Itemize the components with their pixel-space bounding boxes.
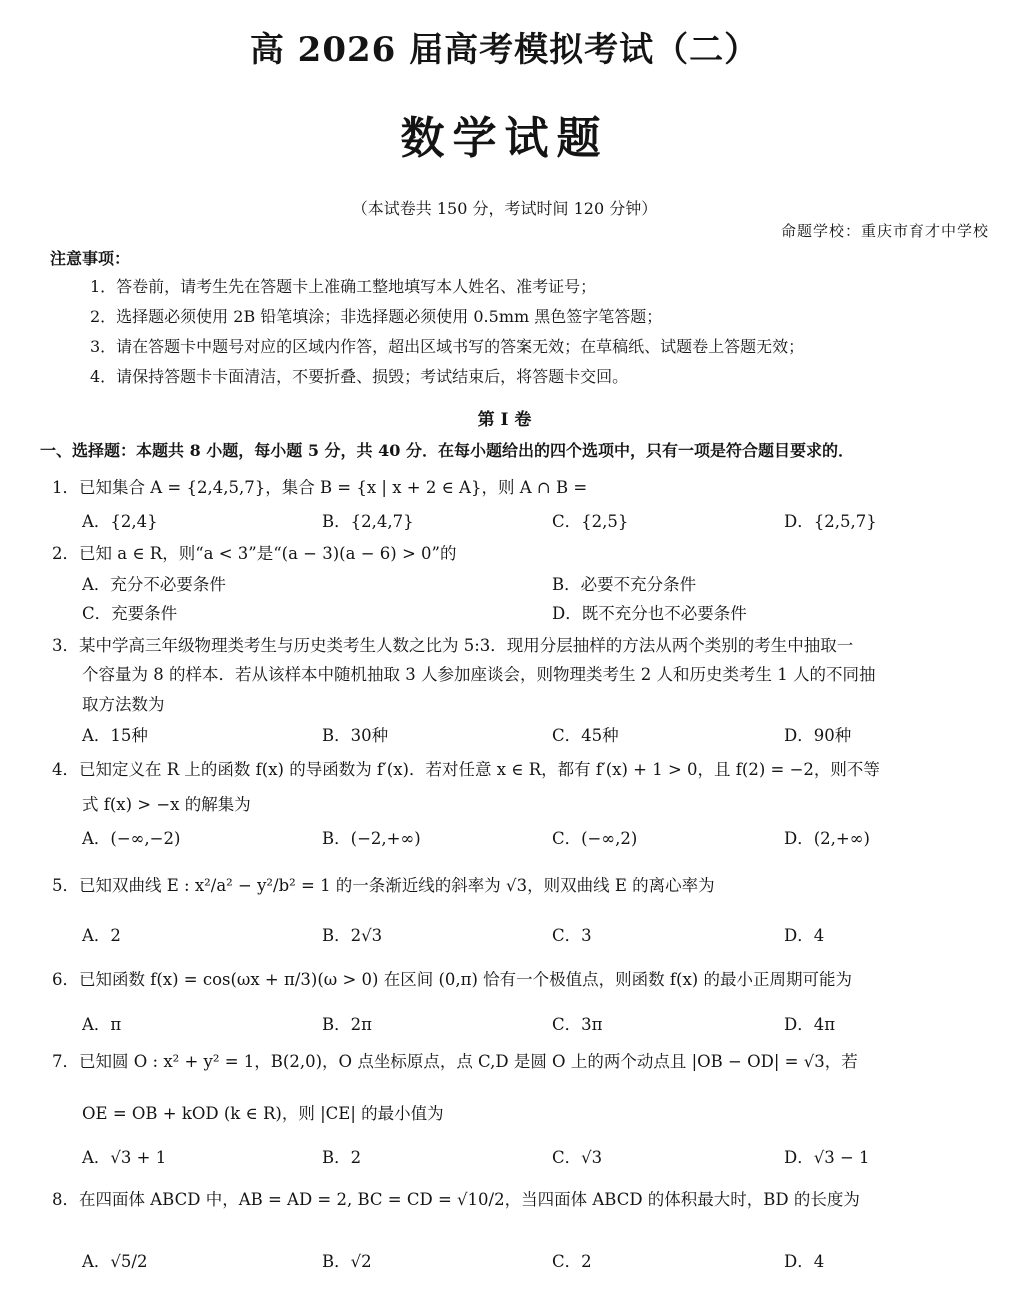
option-c: C．45种 <box>552 726 619 745</box>
option-c: C．充要条件 <box>82 604 178 623</box>
school-name: 命题学校：重庆市育才中学校 <box>780 222 989 240</box>
option-b: B．2π <box>322 1015 372 1034</box>
question-4-line-2: 式 f(x) > −x 的解集为 <box>82 795 251 814</box>
subject-title: 数学试题 <box>400 113 609 164</box>
option-d: D．√3 − 1 <box>784 1148 870 1167</box>
notice-item: 1．答卷前，请考生先在答题卡上准确工整地填写本人姓名、准考证号； <box>90 277 597 296</box>
question-7-line-1: 7．已知圆 O : x² + y² = 1，B(2,0)，O 点坐标原点，点 C,D 是圆 O 上的两个动点且 |OB − OD| = √3，若 <box>52 1052 858 1071</box>
option-b: B．{2,4,7} <box>322 512 414 531</box>
notice-item: 4．请保持答题卡卡面清洁，不要折叠、损毁；考试结束后，将答题卡交回。 <box>90 367 629 386</box>
question-8: 8．在四面体 ABCD 中，AB = AD = 2, BC = CD = √10/2，当四面体 ABCD 的体积最大时，BD 的长度为 <box>52 1190 860 1209</box>
question-2: 2．已知 a ∈ R，则“a < 3”是“(a − 3)(a − 6) > 0”的 <box>52 544 457 563</box>
option-c: C．{2,5} <box>552 512 629 531</box>
question-3-line-1: 3．某中学高三年级物理类考生与历史类考生人数之比为 5:3．现用分层抽样的方法从两个类别的考生中抽取一 <box>52 636 854 655</box>
exam-title: 高 2026 届高考模拟考试（二） <box>249 30 760 70</box>
option-a: A．15种 <box>82 726 148 745</box>
option-a: A．π <box>82 1015 122 1034</box>
option-d: D．4 <box>784 926 825 945</box>
option-d: D．4 <box>784 1252 825 1271</box>
volume-heading: 第 I 卷 <box>477 410 532 430</box>
option-c: C．2 <box>552 1252 592 1271</box>
question-6: 6．已知函数 f(x) = cos(ωx + π/3)(ω > 0) 在区间 (0,π) 恰有一个极值点，则函数 f(x) 的最小正周期可能为 <box>52 970 852 989</box>
question-5: 5．已知双曲线 E : x²/a² − y²/b² = 1 的一条渐近线的斜率为 √3，则双曲线 E 的离心率为 <box>52 876 715 895</box>
option-d: D．既不充分也不必要条件 <box>552 604 747 623</box>
question-4-line-1: 4．已知定义在 R 上的函数 f(x) 的导函数为 f′(x)．若对任意 x ∈ R，都有 f′(x) + 1 > 0，且 f(2) = −2，则不等 <box>52 760 880 779</box>
option-b: B．2 <box>322 1148 362 1167</box>
option-d: D．90种 <box>784 726 852 745</box>
notice-heading: 注意事项： <box>50 249 131 268</box>
option-b: B．(−2,+∞) <box>322 829 421 848</box>
option-a: A．2 <box>82 926 121 945</box>
option-c: C．3 <box>552 926 592 945</box>
option-c: C．√3 <box>552 1148 603 1167</box>
question-3-line-2: 个容量为 8 的样本．若从该样本中随机抽取 3 人参加座谈会，则物理类考生 2 人和历史类考生 1 人的不同抽 <box>82 665 876 684</box>
option-a: A．√3 + 1 <box>82 1148 167 1167</box>
option-c: C．3π <box>552 1015 603 1034</box>
question-7-line-2: OE = OB + kOD (k ∈ R)，则 |CE| 的最小值为 <box>82 1104 444 1123</box>
option-c: C．(−∞,2) <box>552 829 638 848</box>
option-d: D．4π <box>784 1015 836 1034</box>
option-a: A．(−∞,−2) <box>82 829 181 848</box>
option-b: B．必要不充分条件 <box>552 575 697 594</box>
option-d: D．{2,5,7} <box>784 512 877 531</box>
option-d: D．(2,+∞) <box>784 829 870 848</box>
option-b: B．√2 <box>322 1252 372 1271</box>
option-a: A．{2,4} <box>82 512 158 531</box>
option-b: B．2√3 <box>322 926 383 945</box>
exam-note: （本试卷共 150 分，考试时间 120 分钟） <box>351 199 658 218</box>
option-b: B．30种 <box>322 726 389 745</box>
section-heading: 一、选择题：本题共 8 小题，每小题 5 分，共 40 分．在每小题给出的四个选项中，只有一项是符合题目要求的． <box>40 441 854 460</box>
notice-item: 2．选择题必须使用 2B 铅笔填涂；非选择题必须使用 0.5mm 黑色签字笔答题； <box>90 307 663 326</box>
option-a: A．充分不必要条件 <box>82 575 226 594</box>
option-a: A．√5/2 <box>82 1252 148 1271</box>
question-1: 1．已知集合 A = {2,4,5,7}，集合 B = {x | x + 2 ∈ A}，则 A ∩ B = <box>52 478 588 497</box>
question-3-line-3: 取方法数为 <box>82 695 165 714</box>
notice-item: 3．请在答题卡中题号对应的区域内作答，超出区域书写的答案无效；在草稿纸、试题卷上答题无效； <box>90 337 805 356</box>
